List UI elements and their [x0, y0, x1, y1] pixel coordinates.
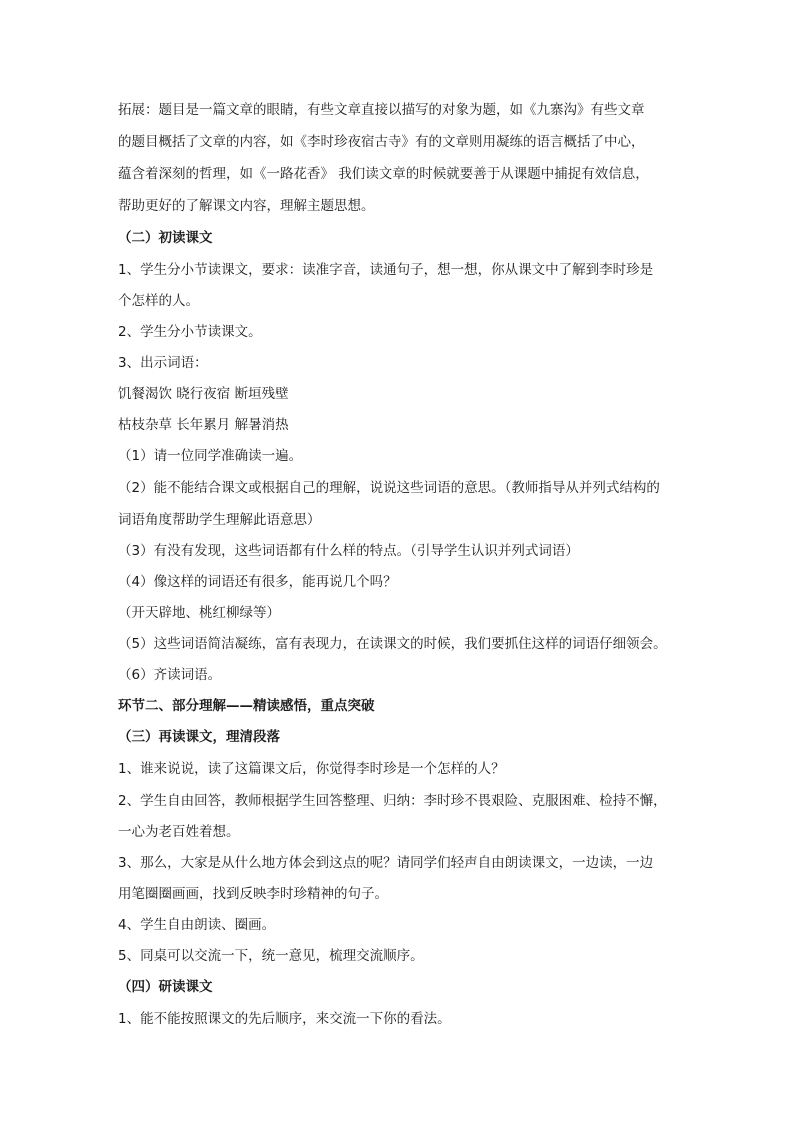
paragraph-line: 2、学生分小节读课文。	[118, 324, 262, 340]
paragraph-line: 拓展：题目是一篇文章的眼睛，有些文章直接以描写的对象为题，如《九寨沟》有些文章	[118, 102, 645, 118]
paragraph-line: （6）齐读词语。	[118, 667, 222, 683]
section-heading: （四）研读课文	[118, 979, 213, 995]
paragraph-line: （4）像这样的词语还有很多，能再说几个吗？	[118, 574, 397, 590]
paragraph-line: 2、学生自由回答，教师根据学生回答整理、归纳：李时珍不畏艰险、克服困难、检持不懈，	[118, 793, 667, 809]
paragraph-line: 蕴含着深刻的哲理，如《一路花香》 我们读文章的时候就要善于从课题中捕捉有效信息，	[118, 166, 649, 182]
paragraph-line: 1、谁来说说，读了这篇课文后，你觉得李时珍是一个怎样的人？	[118, 761, 505, 777]
paragraph-line: 5、同桌可以交流一下，统一意见，梳理交流顺序。	[118, 948, 424, 964]
paragraph-line: 的题目概括了文章的内容，如《李时珍夜宿古寺》有的文章则用凝练的语言概括了中心，	[118, 134, 645, 150]
paragraph-line: 用笔圈圈画画，找到反映李时珍精神的句子。	[118, 886, 388, 902]
section-heading: （三）再读课文，理清段落	[118, 729, 280, 745]
paragraph-line: （1）请一位同学准确读一遍。	[118, 448, 303, 464]
paragraph-line: （5）这些词语简洁凝练，富有表现力，在读课文的时候，我们要抓住这样的词语仔细领会。	[118, 636, 667, 652]
paragraph-line: 1、能不能按照课文的先后顺序，来交流一下你的看法。	[118, 1011, 451, 1027]
paragraph-line: 3、出示词语：	[118, 355, 208, 371]
paragraph-line: （3）有没有发现，这些词语都有什么样的特点。（引导学生认识并列式词语）	[118, 543, 579, 559]
section-heading: （二）初读课文	[118, 230, 213, 246]
vocabulary-line: 饥餐渴饮 晓行夜宿 断垣残壁	[118, 386, 289, 402]
paragraph-line: 4、学生自由朗读、圈画。	[118, 917, 276, 933]
paragraph-line: （2）能不能结合课文或根据自己的理解，说说这些词语的意思。（教师指导从并列式结构的	[118, 480, 660, 496]
vocabulary-line: 枯枝杂草 长年累月 解暑消热	[118, 417, 289, 433]
paragraph-line: 3、那么，大家是从什么地方体会到这点的呢？请同学们轻声自由朗读课文，一边读，一边	[118, 855, 654, 871]
paragraph-line: 词语角度帮助学生理解此语意思）	[118, 512, 321, 528]
paragraph-line: （开天辟地、桃红柳绿等）	[118, 605, 280, 621]
paragraph-line: 个怎样的人。	[118, 293, 199, 309]
section-heading: 环节二、部分理解——精读感悟，重点突破	[118, 698, 375, 714]
paragraph-line: 一心为老百姓着想。	[118, 824, 240, 840]
paragraph-line: 帮助更好的了解课文内容，理解主题思想。	[118, 198, 375, 214]
paragraph-line: 1、学生分小节读课文，要求：读准字音，读通句子，想一想，你从课文中了解到李时珍是	[118, 262, 654, 278]
